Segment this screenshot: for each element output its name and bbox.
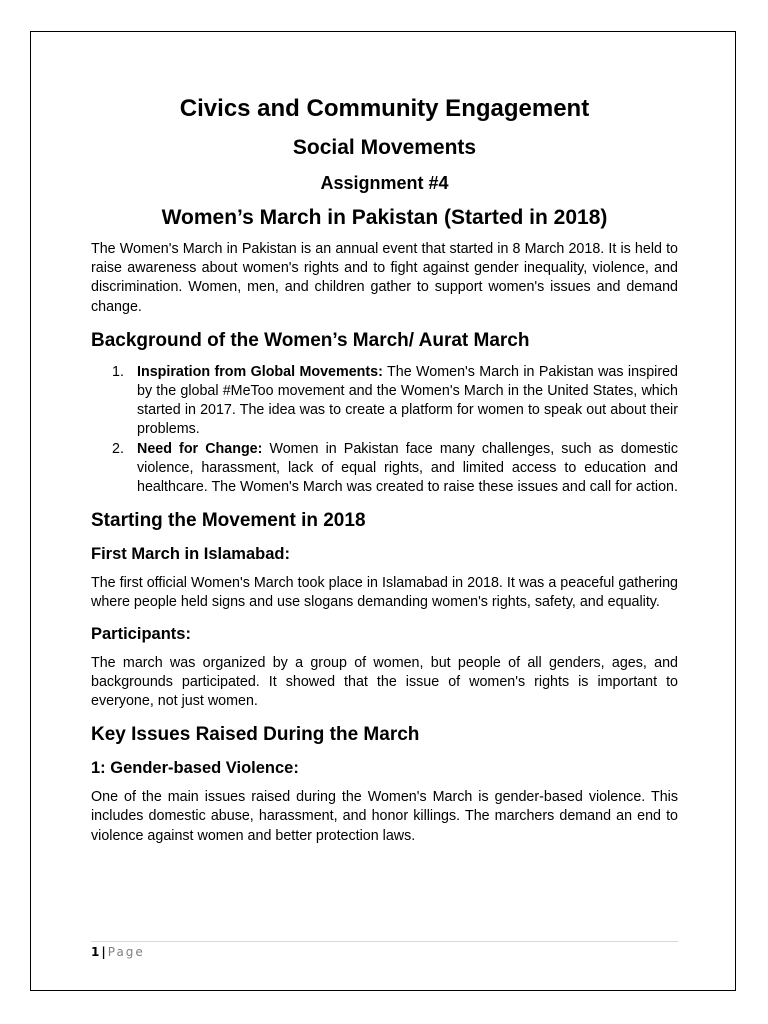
page-content xyxy=(91,90,678,846)
participants-paragraph: The march was organized by a group of women, but people of all genders, ages, and backgrounds participated. It showed that the issue of women's rights is important to everyone, not just women. xyxy=(91,654,678,710)
participants-heading: Participants: xyxy=(91,624,191,643)
first-march-paragraph: The first official Women's March took place in Islamabad in 2018. It was a peaceful gathering where people held signs and use slogans demanding women's rights, safety, and equality. xyxy=(91,575,678,611)
topic-title: Women’s March in Pakistan (Started in 2018) xyxy=(161,206,608,229)
document-page xyxy=(30,31,736,991)
list-item-text: The Women's March in Pakistan was inspired by the global #MeToo movement and the Women's March in the United States, which started in 2017. The idea was to create a platform for women to speak out about their problems. xyxy=(137,363,678,438)
intro-paragraph: The Women's March in Pakistan is an annual event that started in 8 March 2018. It is held to raise awareness about women's rights and to fight against gender inequality, violence, and discrimination. Women, men, and children gather to support women's issues and demand change. xyxy=(91,241,678,315)
gbv-paragraph: One of the main issues raised during the Women's March is gender-based violence. This includes domestic abuse, harassment, and honor killings. The marchers demand an end to violence against women and better protection laws. xyxy=(91,789,678,844)
assignment-title: Assignment #4 xyxy=(320,173,449,193)
list-item xyxy=(91,440,678,498)
footer-separator: | xyxy=(101,945,106,959)
background-list xyxy=(91,363,678,497)
gbv-heading: 1: Gender-based Violence: xyxy=(91,759,299,778)
list-item-label: Inspiration from Global Movements: xyxy=(137,363,383,380)
starting-heading: Starting the Movement in 2018 xyxy=(91,510,366,532)
list-item-number: 1. xyxy=(112,363,124,380)
unit-title: Social Movements xyxy=(292,136,477,159)
course-title: Civics and Community Engagement xyxy=(179,95,590,122)
list-item-number: 2. xyxy=(112,440,124,457)
first-march-heading: First March in Islamabad: xyxy=(91,545,290,564)
list-item-label: Need for Change: xyxy=(137,440,263,457)
key-issues-heading: Key Issues Raised During the March xyxy=(91,724,420,746)
background-heading: Background of the Women’s March/ Aurat March xyxy=(91,329,530,351)
list-item xyxy=(91,363,678,440)
page-number: 1 xyxy=(91,945,100,959)
list-item-text: Women in Pakistan face many challenges, such as domestic violence, harassment, lack of equal rights, and limited access to education and healthcare. The Women's March was created to raise these issues and call for action. xyxy=(137,440,678,496)
page-label: Page xyxy=(107,945,145,959)
page-footer xyxy=(91,941,678,960)
